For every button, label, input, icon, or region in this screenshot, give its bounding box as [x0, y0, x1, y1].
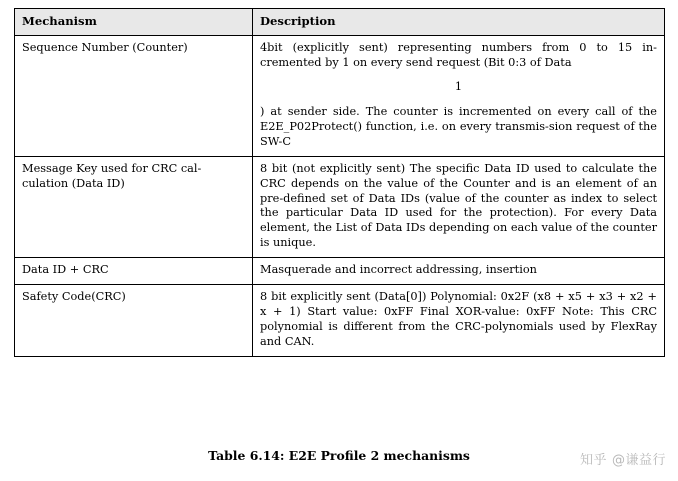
- cell-mechanism: Data ID + CRC: [15, 258, 253, 285]
- description-text: 4bit (explicitly sent) representing numbers from 0 to 15 in-cremented by 1 on every send request (Bit 0:3 of Data: [260, 41, 657, 70]
- watermark-username: @谦益行: [611, 453, 666, 468]
- cell-description: [253, 36, 665, 156]
- e2e-profile-2-mechanisms-table: [14, 8, 665, 357]
- table-row: [15, 156, 665, 257]
- description-text: 8 bit (not explicitly sent) The specific Data ID used to calculate the CRC depends on the value of the Counter and is an element of an pre-defined set of Data IDs (value of the counter as index to select the particular Data ID used for the protection). For every Data element, the List of Data IDs depending on each value of the counter is unique.: [260, 161, 657, 250]
- table-header: [15, 9, 665, 36]
- description-text-continued: ) at sender side. The counter is incremented on every call of the E2E_P02Protect() function, i.e. on every transmis-sion request of the SW-C: [260, 105, 657, 148]
- table-header-row: [15, 9, 665, 36]
- cell-description: [253, 258, 665, 285]
- cell-description: [253, 285, 665, 357]
- table-row: [15, 36, 665, 156]
- cell-mechanism: Message Key used for CRC cal-culation (Data ID): [15, 156, 253, 257]
- watermark: [580, 449, 666, 468]
- description-formula: 1: [454, 80, 463, 94]
- column-header-mechanism: Mechanism: [15, 9, 253, 36]
- column-header-description: Description: [253, 9, 665, 36]
- table-row: [15, 258, 665, 285]
- table-body: [15, 36, 665, 356]
- description-text: 8 bit explicitly sent (Data[0]) Polynomial: 0x2F (x8 + x5 + x3 + x2 + x + 1) Start value: 0xFF Final XOR-value: 0xFF Note: This CRC polynomial is different from the CRC-polynomials used by FlexRay and CAN.: [260, 290, 657, 348]
- table-row: [15, 285, 665, 357]
- cell-mechanism: Safety Code(CRC): [15, 285, 253, 357]
- description-text: Masquerade and incorrect addressing, insertion: [260, 263, 537, 277]
- table-caption: Table 6.14: E2E Profile 2 mechanisms: [208, 448, 470, 463]
- cell-description: [253, 156, 665, 257]
- cell-mechanism: Sequence Number (Counter): [15, 36, 253, 156]
- zhihu-logo-icon: 知乎: [579, 453, 607, 468]
